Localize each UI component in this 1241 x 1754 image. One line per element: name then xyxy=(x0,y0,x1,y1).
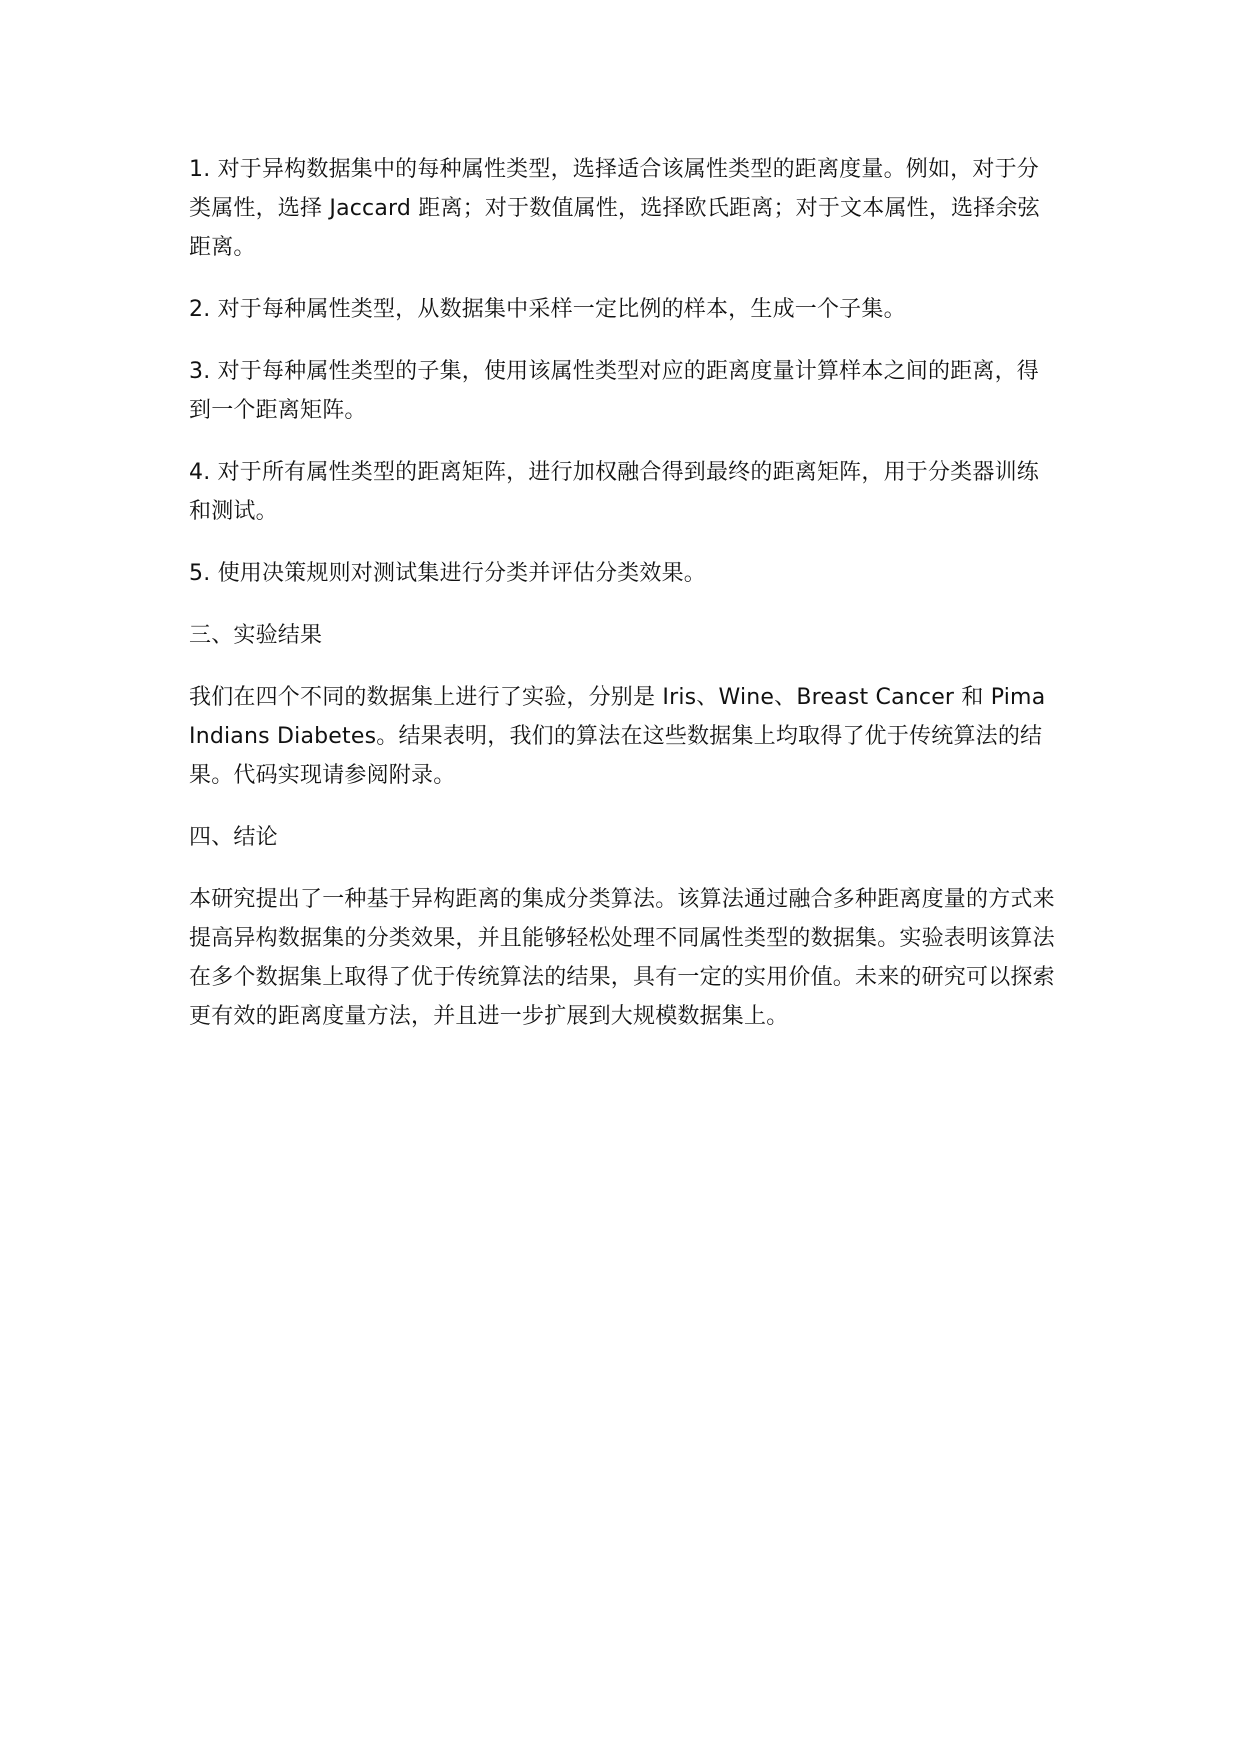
step-4-paragraph: 4. 对于所有属性类型的距离矩阵，进行加权融合得到最终的距离矩阵，用于分类器训练和测试。 xyxy=(189,460,1039,524)
step-2-paragraph: 2. 对于每种属性类型，从数据集中采样一定比例的样本，生成一个子集。 xyxy=(189,297,906,322)
document-page xyxy=(189,150,1059,1059)
step-1-paragraph: 1. 对于异构数据集中的每种属性类型，选择适合该属性类型的距离度量。例如，对于分类属性，选择 Jaccard 距离；对于数值属性，选择欧氏距离；对于文本属性，选择余弦距离。 xyxy=(189,157,1040,260)
section-heading-conclusion: 四、结论 xyxy=(189,825,278,850)
section-heading-results: 三、实验结果 xyxy=(189,623,323,648)
step-5-paragraph: 5. 使用决策规则对测试集进行分类并评估分类效果。 xyxy=(189,561,706,586)
conclusion-paragraph: 本研究提出了一种基于异构距离的集成分类算法。该算法通过融合多种距离度量的方式来提高异构数据集的分类效果，并且能够轻松处理不同属性类型的数据集。实验表明该算法在多个数据集上取得了优于传统算法的结果，具有一定的实用价值。未来的研究可以探索更有效的距离度量方法，并且进一步扩展到大规模数据集上。 xyxy=(189,887,1055,1029)
step-3-paragraph: 3. 对于每种属性类型的子集，使用该属性类型对应的距离度量计算样本之间的距离，得到一个距离矩阵。 xyxy=(189,359,1039,423)
results-paragraph: 我们在四个不同的数据集上进行了实验，分别是 Iris、Wine、Breast Cancer 和 Pima Indians Diabetes。结果表明，我们的算法在这些数据集上均取得了优于传统算法的结果。代码实现请参阅附录。 xyxy=(189,685,1046,788)
